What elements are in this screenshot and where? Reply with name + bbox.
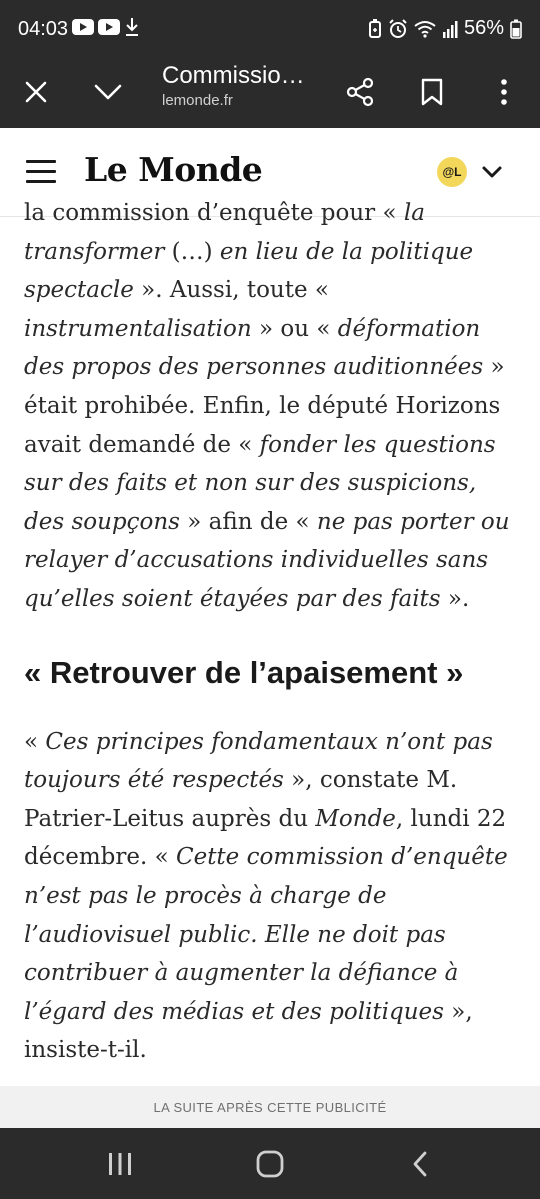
- body-text: ». Aussi, toute «: [133, 277, 329, 304]
- battery-icon: [510, 19, 522, 39]
- le-monde-logo[interactable]: Le Monde: [84, 150, 263, 189]
- page-domain: lemonde.fr: [162, 92, 233, 109]
- minimize-button[interactable]: [86, 70, 130, 114]
- share-button[interactable]: [338, 70, 382, 114]
- body-text: », constate M. Patrier-Leitus auprès du: [24, 767, 458, 832]
- close-button[interactable]: [14, 70, 58, 114]
- recents-icon: [107, 1152, 133, 1176]
- quote-text: Cette commission d’enquête n’est pas le procès à charge de l’audiovisuel public. Elle ne doit pas contribuer à augmenter la défiance à l’égard des médias et des politiques: [24, 844, 508, 1025]
- body-text: «: [24, 728, 46, 755]
- recents-button[interactable]: [100, 1146, 140, 1182]
- account-avatar[interactable]: @L: [437, 157, 467, 187]
- close-icon: [24, 80, 48, 104]
- bookmark-button[interactable]: [410, 70, 454, 114]
- status-notification-icons: [72, 17, 140, 37]
- chevron-down-icon: [478, 158, 506, 186]
- download-icon: [124, 17, 140, 37]
- signal-icon: [442, 20, 458, 38]
- quote-text: ne pas porter ou relayer d’accusations individuelles sans qu’elles soient étayées par des faits: [24, 508, 510, 612]
- body-text: » afin de «: [179, 508, 317, 535]
- article-body: [0, 200, 540, 1086]
- status-system-icons: [368, 17, 522, 40]
- page-title: Commissio…: [162, 62, 305, 89]
- youtube-icon: [72, 19, 94, 35]
- menu-icon-line: [26, 160, 56, 163]
- system-navigation-bar: [0, 1128, 540, 1199]
- quote-text: Ces principes fondamentaux n’ont pas toujours été respectés: [24, 728, 493, 794]
- ad-label: LA SUITE APRÈS CETTE PUBLICITÉ: [0, 1086, 540, 1128]
- menu-icon-line: [26, 170, 56, 173]
- article-paragraph: [24, 194, 520, 619]
- quote-text: fonder les questions sur des faits et non sur des suspicions, des soupçons: [24, 431, 496, 535]
- battery-saver-icon: [368, 19, 382, 39]
- quote-text: déformation des propos des personnes auditionnées: [24, 315, 484, 381]
- home-icon: [256, 1150, 284, 1178]
- body-text: (…): [164, 238, 220, 265]
- article-paragraph: [24, 723, 520, 1070]
- quote-text: instrumentalisation: [24, 315, 252, 342]
- body-text: », insiste-t-il.: [24, 998, 473, 1064]
- share-icon: [345, 77, 375, 107]
- menu-button[interactable]: [26, 160, 56, 184]
- body-text: » ou «: [251, 315, 338, 342]
- back-icon: [410, 1150, 430, 1178]
- page-title-block[interactable]: [162, 62, 312, 109]
- status-bar: [0, 0, 540, 56]
- body-text: ».: [440, 585, 470, 612]
- quote-text: la transformer: [24, 200, 425, 265]
- status-time: 04:03: [18, 18, 69, 40]
- chevron-down-icon: [94, 82, 122, 102]
- article-subheading: « Retrouver de l’apaisement »: [24, 654, 464, 690]
- browser-toolbar: [0, 56, 540, 128]
- menu-icon-line: [26, 180, 56, 183]
- alarm-icon: [388, 19, 408, 39]
- wifi-icon: [414, 20, 436, 38]
- home-button[interactable]: [250, 1146, 290, 1182]
- body-text: , lundi 22 décembre. «: [24, 805, 507, 871]
- bookmark-icon: [421, 78, 443, 106]
- body-text: la commission d’enquête pour «: [24, 200, 404, 226]
- youtube-icon: [98, 19, 120, 35]
- more-vert-icon: [500, 78, 508, 106]
- battery-percentage: 56%: [463, 17, 504, 39]
- more-options-button[interactable]: [482, 70, 526, 114]
- back-button[interactable]: [400, 1146, 440, 1182]
- quote-text: Monde: [315, 805, 396, 832]
- body-text: » était prohibée. Enfin, le député Horizons avait demandé de «: [24, 354, 505, 458]
- account-menu-button[interactable]: [478, 158, 506, 186]
- quote-text: en lieu de la politique spectacle: [24, 238, 474, 304]
